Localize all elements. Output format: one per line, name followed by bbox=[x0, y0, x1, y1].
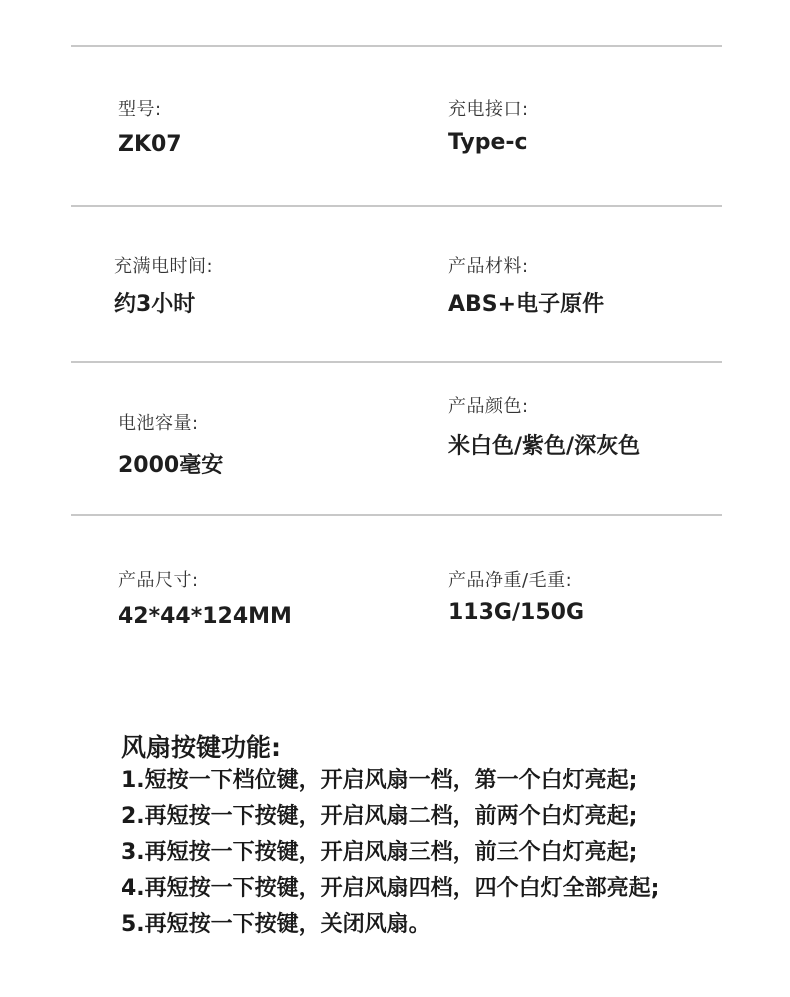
spec-value: ZK07 bbox=[118, 132, 182, 157]
fan-function-line: 3.再短按一下按键，开启风扇三档，前三个白灯亮起; bbox=[121, 840, 638, 865]
spec-label: 产品尺寸: bbox=[118, 570, 199, 591]
spec-label: 充满电时间: bbox=[114, 256, 214, 277]
spec-value: 约3小时 bbox=[114, 292, 196, 317]
spec-value: Type-c bbox=[448, 130, 528, 155]
divider-row-1 bbox=[71, 205, 722, 207]
spec-label: 型号: bbox=[118, 99, 162, 120]
spec-label: 电池容量: bbox=[118, 413, 199, 434]
divider-row-2 bbox=[71, 361, 722, 363]
fan-function-line: 2.再短按一下按键，开启风扇二档，前两个白灯亮起; bbox=[121, 804, 638, 829]
fan-function-line: 4.再短按一下按键，开启风扇四档，四个白灯全部亮起; bbox=[121, 876, 660, 901]
spec-value: 42*44*124MM bbox=[118, 604, 292, 629]
spec-value: 米白色/紫色/深灰色 bbox=[448, 434, 641, 459]
spec-label: 产品净重/毛重: bbox=[448, 570, 573, 591]
spec-value: 2000毫安 bbox=[118, 453, 224, 478]
spec-value: 113G/150G bbox=[448, 600, 584, 625]
spec-label: 充电接口: bbox=[448, 99, 529, 120]
divider-top bbox=[71, 45, 722, 47]
spec-label: 产品材料: bbox=[448, 256, 529, 277]
divider-row-3 bbox=[71, 514, 722, 516]
fan-function-line: 5.再短按一下按键，关闭风扇。 bbox=[121, 912, 431, 937]
spec-label: 产品颜色: bbox=[448, 396, 529, 417]
spec-value: ABS+电子原件 bbox=[448, 292, 605, 317]
fan-function-line: 1.短按一下档位键，开启风扇一档，第一个白灯亮起; bbox=[121, 768, 638, 793]
fan-functions-title: 风扇按键功能: bbox=[121, 733, 281, 762]
